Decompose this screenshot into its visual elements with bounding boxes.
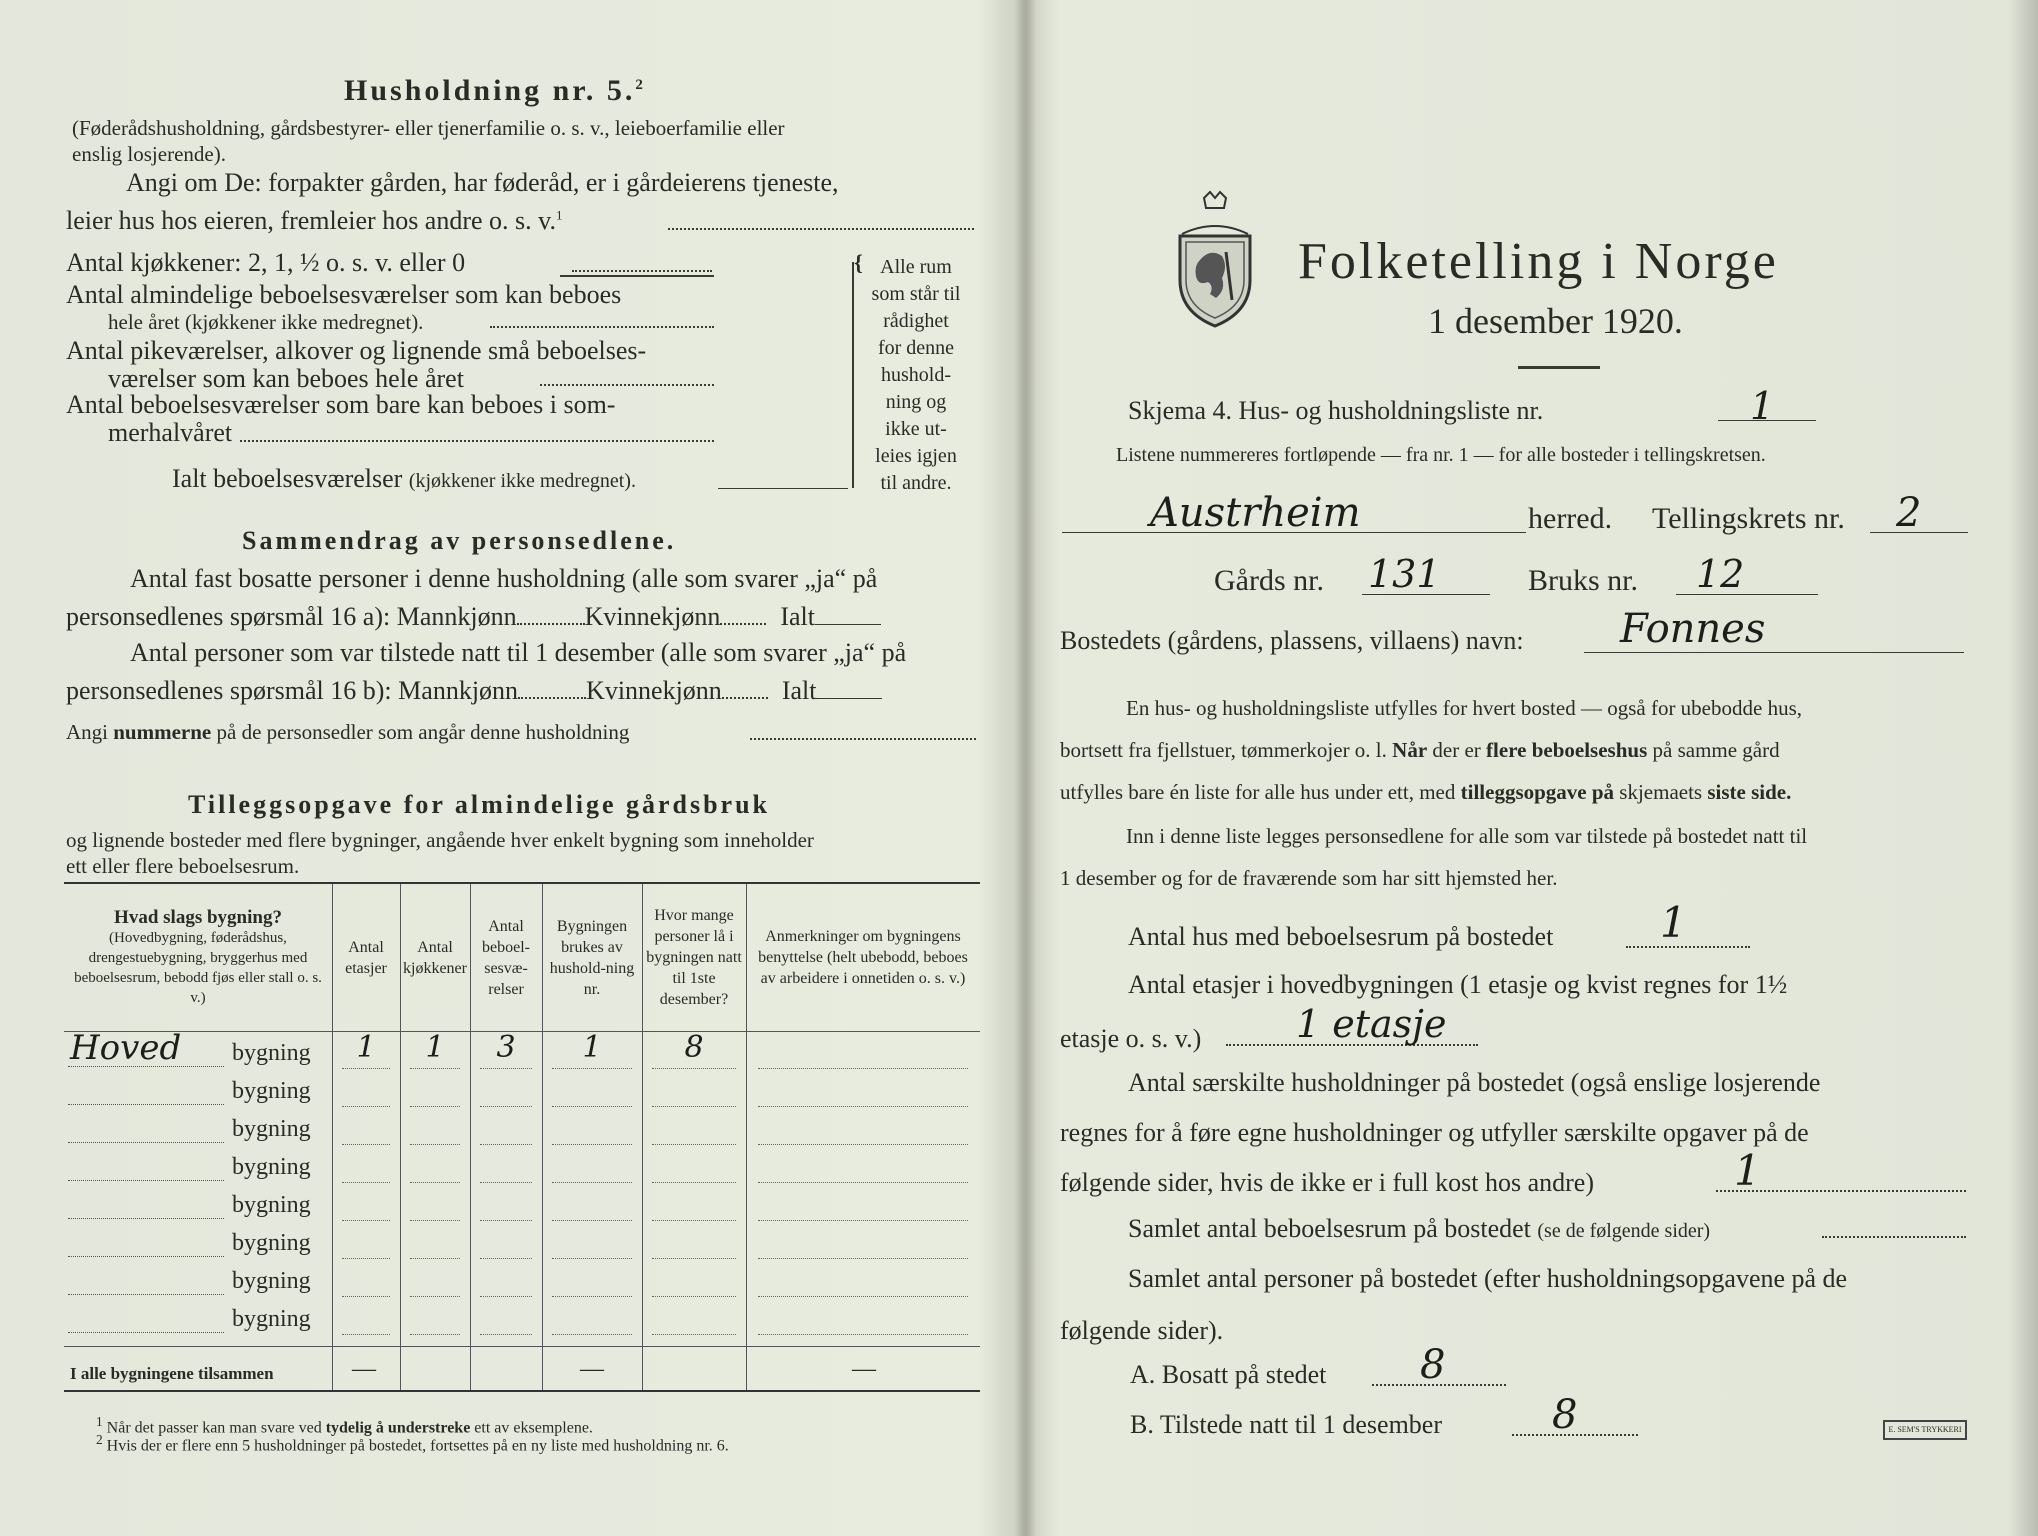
footnote-2-text: Hvis der er flere enn 5 husholdninger på bostedet, fortsettes på en ny liste med husholdning nr. 6. [106,1437,729,1455]
header-building-title: Hvad slags bygning? [114,907,282,928]
table-total-mark: — [852,1356,876,1382]
instructions-line-2 [1060,738,1780,763]
instr-2e: på samme gård [1652,738,1780,762]
cell-dots [480,1144,532,1145]
households-line-3: følgende sider, hvis de ikke er i full kost hos andre) [1060,1168,1594,1197]
remarks-dots[interactable] [758,1068,968,1069]
cell-floors[interactable]: 1 [356,1030,376,1065]
summary-p1-female-label: Kvinnekjønn [584,602,721,631]
instructions-line-1: En hus- og husholdningsliste utfylles for hvert bosted — også for ubebodde hus, [1126,696,1802,720]
building-suffix-label: bygning [232,1192,311,1218]
supplement-title: Tilleggsopgave for almindelige gårdsbruk [188,790,771,819]
cell-dots [552,1144,632,1145]
houses-value: 1 [1660,898,1687,947]
cell-dots [480,1296,532,1297]
cell-persons[interactable]: 8 [684,1030,704,1065]
instructions-line-5: 1 desember og for de fraværende som har sitt hjemsted her. [1060,866,1558,890]
total-divider [64,1346,980,1347]
remarks-dots[interactable] [758,1144,968,1145]
building-name-dots [68,1104,224,1105]
cell-dots [552,1068,632,1069]
col-divider [746,884,747,1390]
building-table [64,882,980,1392]
herred-label: herred. [1528,502,1613,535]
cell-dots [480,1106,532,1107]
cell-dots [410,1258,460,1259]
cell-dots [480,1334,532,1335]
gards-value: 131 [1368,552,1441,596]
cell-dots [552,1106,632,1107]
floors-line-1: Antal etasjer i hovedbygningen (1 etasje og kvist regnes for 1½ [1128,970,1788,999]
header-building-desc: (Hovedbygning, føderådshus, drengestuebygning, bryggerhus med beboelsesrum, bebodd fjøs eller stall o. s. v.) [74,930,322,1006]
angi-line-2 [66,206,562,236]
side-note-line: til andre. [880,472,952,494]
building-suffix-label: bygning [232,1230,311,1256]
col-divider [642,884,643,1390]
cell-dots [480,1220,532,1221]
footnote-1-mark: 1 [96,1414,103,1429]
side-note-line: leies igjen [875,445,957,467]
cell-dots [652,1334,736,1335]
instr-2a: bortsett fra fjellstuer, tømmerkojer o. l. [1060,738,1387,762]
remarks-dots[interactable] [758,1334,968,1335]
cell-dots [342,1144,390,1145]
cell-dots [552,1220,632,1221]
cell-dots [480,1258,532,1259]
side-note-line: Alle rum [880,256,952,278]
instr-3c: skjemaets [1619,780,1703,804]
summary-p1-male-label: personsedlenes spørsmål 16 a): Mannkjønn [66,602,517,631]
header-building-type [68,884,328,1031]
header-kitchens: Antal kjøkkener [403,938,467,977]
instr-3b: tilleggsopgave på [1460,780,1615,804]
side-note-line: som står til [871,283,961,305]
building-suffix-label: bygning [232,1078,311,1104]
table-total-label: I alle bygningene tilsammen [70,1364,274,1383]
angi-line-2-text: leier hus hos eieren, fremleier hos andre o. s. v. [66,206,556,235]
cell-dots [552,1334,632,1335]
norwegian-coat-of-arms-icon [1170,190,1260,330]
side-note-line: rådighet [883,310,949,332]
numbers-answer-line[interactable] [750,738,976,740]
building-name-dots [68,1294,224,1295]
cell-dots [410,1182,460,1183]
building-name-dots [68,1066,224,1067]
col-divider [470,884,471,1390]
summer-rooms-label-1: Antal beboelsesværelser som bare kan beboes i som- [66,390,616,419]
cell-dots [552,1258,632,1259]
household-title-text: Husholdning nr. 5. [344,74,636,107]
remarks-dots[interactable] [758,1106,968,1107]
cell-dots [342,1334,390,1335]
summary-p2-female-label: Kvinnekjønn [586,676,722,705]
persons-line-2: følgende sider). [1060,1316,1224,1345]
header-rooms: Antal beboel-sesvæ-relser [482,917,530,998]
floors-line-2: etasje o. s. v.) [1060,1024,1202,1053]
numbers-rest: på de personsedler som angår denne husholdning [216,720,630,744]
total-rooms-note: (kjøkkener ikke medregnet). [408,470,636,492]
households-value: 1 [1734,1146,1761,1195]
remarks-dots[interactable] [758,1220,968,1221]
rooms-label-1: Antal almindelige beboelsesværelser som kan beboes [66,280,622,309]
summary-p1-line-2 [66,602,881,632]
building-name[interactable]: Hoved [70,1028,182,1068]
footnote-2 [96,1432,729,1455]
cell-dots [652,1296,736,1297]
summary-p1-male-field[interactable] [517,623,585,625]
building-suffix-label: bygning [232,1154,311,1180]
cell-dots [342,1258,390,1259]
building-suffix-label: bygning [232,1306,311,1332]
footnote-1-bold: tydelig å understreke [325,1419,471,1437]
cell-dots [480,1182,532,1183]
floors-value: 1 etasje [1296,1002,1447,1046]
cell-kitchens[interactable]: 1 [425,1030,445,1065]
building-name-dots [68,1218,224,1219]
summary-p1-total-field[interactable] [815,624,881,625]
resident-label: A. Bosatt på stedet [1130,1360,1327,1389]
side-note [860,254,972,497]
cell-dots [652,1106,736,1107]
herred-value: Austrheim [1150,490,1361,536]
maid-rooms-label-2: værelser som kan beboes hele året [108,364,464,393]
header-persons: Hvor mange personer lå i bygningen natt til 1ste desember? [646,907,742,1008]
total-rooms-label [172,464,636,494]
kitchens-answer-line[interactable] [560,275,714,277]
instr-2c: der er [1432,738,1481,762]
household-note-line-1: (Føderådshusholdning, gårdsbestyrer- eller tjenerfamilie o. s. v., leieboerfamilie eller [72,116,785,140]
krets-value: 2 [1896,490,1922,536]
side-brace: { [854,250,863,275]
cell-dots [410,1106,460,1107]
total-rooms-answer-line[interactable] [718,488,848,489]
rooms-label-2: hele året (kjøkkener ikke medregnet). [108,310,424,334]
cell-dots [552,1182,632,1183]
krets-label: Tellingskrets nr. [1652,502,1845,535]
instr-3a: utfylles bare én liste for alle hus under ett, med [1060,780,1456,804]
cell-dots [342,1182,390,1183]
building-name-dots [68,1332,224,1333]
kitchens-dots [572,270,712,272]
list-note: Listene nummereres fortløpende — fra nr. 1 — for alle bosteder i tellingskretsen. [1116,444,1766,466]
building-suffix-label: bygning [232,1040,311,1066]
households-line-1: Antal særskilte husholdninger på bostedet (også enslige losjerende [1128,1068,1821,1097]
cell-dots [342,1106,390,1107]
footnote-1-pre: Når det passer kan man svare ved [106,1419,322,1437]
gards-label: Gårds nr. [1214,564,1324,597]
side-note-line: ning og [885,391,947,413]
col-divider [400,884,401,1390]
cell-dots [342,1068,390,1069]
bosted-value: Fonnes [1620,606,1766,652]
side-note-line: hushold- [881,364,951,386]
footnote-1-post: ett av eksemplene. [474,1419,593,1437]
cell-household[interactable]: 1 [582,1030,602,1065]
cell-dots [652,1220,736,1221]
bosted-label: Bostedets (gårdens, plassens, villaens) navn: [1060,626,1524,655]
cell-dots [652,1144,736,1145]
summary-p2-total-field[interactable] [816,698,882,699]
remarks-dots[interactable] [758,1258,968,1259]
kitchens-label: Antal kjøkkener: 2, 1, ½ o. s. v. eller 0 [66,248,466,277]
col-divider [332,884,333,1390]
houses-label: Antal hus med beboelsesrum på bostedet [1128,922,1554,951]
rooms-answer-line[interactable] [490,326,714,328]
remarks-dots[interactable] [758,1296,968,1297]
household-note-line-2: enslig losjerende). [72,142,226,166]
building-suffix-label: bygning [232,1116,311,1142]
page-edge [2008,0,2038,1536]
schema-number: 1 [1750,384,1775,428]
cell-dots [552,1296,632,1297]
summary-title: Sammendrag av personsedlene. [242,526,677,555]
bruks-value: 12 [1696,552,1745,596]
summary-p2-female-field[interactable] [722,697,768,699]
summer-rooms-label-2: merhalvåret [108,418,233,447]
cell-dots [652,1258,736,1259]
persons-line-1: Samlet antal personer på bostedet (efter husholdningsopgavene på de [1128,1264,1848,1293]
numbers-prefix: Angi [66,720,108,744]
maid-rooms-label-1: Antal pikeværelser, alkover og lignende små beboelses- [66,336,647,365]
summary-p2-male-label: personsedlenes spørsmål 16 b): Mannkjønn [66,676,519,705]
side-note-line: ikke ut- [885,418,947,440]
building-name-dots [68,1180,224,1181]
summer-rooms-answer-line[interactable] [240,440,714,442]
summary-p1-total-label: Ialt [780,602,816,631]
cell-rooms[interactable]: 3 [496,1030,516,1065]
instr-2b: Når [1392,738,1428,762]
supplement-text-2: ett eller flere beboelsesrum. [66,854,300,878]
building-name-dots [68,1256,224,1257]
bosted-answer-line[interactable] [1584,652,1964,653]
col-divider [542,884,543,1390]
maid-rooms-answer-line[interactable] [540,384,714,386]
footnote-2-mark: 2 [96,1432,103,1447]
table-total-mark: — [580,1356,604,1382]
summary-p2-total-label: Ialt [781,676,817,705]
cell-dots [410,1334,460,1335]
household-title [344,74,646,108]
numbers-line [66,720,629,745]
rooms-total-line [1128,1214,1710,1244]
schema-label: Skjema 4. Hus- og husholdningsliste nr. [1128,396,1544,425]
bruks-label: Bruks nr. [1528,564,1639,597]
cell-dots [342,1220,390,1221]
instr-2d: flere beboelseshus [1486,738,1648,762]
page-fold [1015,0,1037,1536]
angi-line-1: Angi om De: forpakter gården, har føderåd, er i gårdeierens tjeneste, [126,168,839,197]
resident-value: 8 [1420,1342,1446,1388]
cell-dots [410,1068,460,1069]
side-note-line: for denne [877,337,955,359]
households-line-2: regnes for å føre egne husholdninger og utfyller særskilte opgaver på de [1060,1118,1809,1147]
form-title: Folketelling i Norge [1298,233,1779,290]
rooms-total-note: (se de følgende sider) [1537,1220,1711,1242]
header-remarks: Anmerkninger om bygningens benyttelse (helt ubebodd, beboes av arbeidere i onnetiden o. s. v.) [758,928,968,987]
building-suffix-label: bygning [232,1268,311,1294]
printer-stamp: E. SEM'S TRYKKERI [1883,1420,1967,1440]
summary-p2-line-2 [66,676,882,706]
supplement-text-1: og lignende bosteder med flere bygninger, angående hver enkelt bygning som inneholder [66,828,814,852]
cell-dots [652,1068,736,1069]
summary-p1-line-1: Antal fast bosatte personer i denne husholdning (alle som svarer „ja“ på [130,564,878,593]
angi-footnote-mark: 1 [555,207,563,223]
side-note-bracket [852,262,854,488]
cell-dots [410,1144,460,1145]
summary-p2-male-field[interactable] [518,697,586,699]
present-value: 8 [1552,1392,1578,1438]
instructions-line-4: Inn i denne liste legges personsedlene for alle som var tilstede på bostedet natt til [1126,824,1808,848]
cell-dots [652,1182,736,1183]
numbers-bold: nummerne [113,720,212,744]
remarks-dots[interactable] [758,1182,968,1183]
table-total-mark: — [352,1356,376,1382]
cell-dots [342,1296,390,1297]
summary-p1-female-field[interactable] [720,623,766,625]
form-date: 1 desember 1920. [1428,301,1683,341]
cell-dots [410,1220,460,1221]
total-rooms-text: Ialt beboelsesværelser [172,464,403,493]
header-household-no: Bygningen brukes av hushold-ning nr. [549,917,635,998]
cell-dots [410,1296,460,1297]
header-floors: Antal etasjer [345,938,387,977]
building-name-dots [68,1142,224,1143]
cell-dots [480,1068,532,1069]
title-divider [1518,366,1600,369]
instructions-line-3 [1060,780,1791,805]
present-label: B. Tilstede natt til 1 desember [1130,1410,1442,1439]
summary-p2-line-1: Antal personer som var tilstede natt til 1 desember (alle som svarer „ja“ på [130,638,907,667]
household-title-footnote-mark: 2 [635,77,646,93]
rooms-total-text: Samlet antal beboelsesrum på bostedet [1128,1214,1531,1243]
rooms-total-answer-line[interactable] [1822,1236,1966,1238]
houses-answer-line[interactable] [1626,946,1750,948]
angi-answer-line[interactable] [668,228,974,230]
instr-3d: siste side. [1707,780,1792,804]
